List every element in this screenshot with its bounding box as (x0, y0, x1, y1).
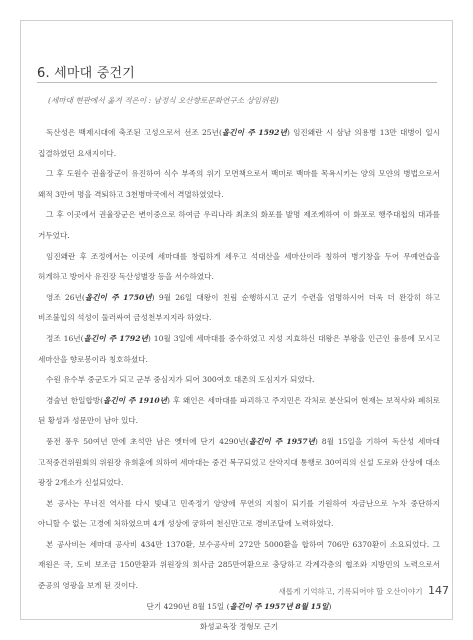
page-footer (278, 584, 449, 597)
body-text (38, 123, 440, 638)
date-line: 단기 4290년 8월 15일 (올긴이 주 1957년 8월 15일) (146, 601, 332, 611)
paragraph: 그 후 이곳에서 권율장군은 변이중으로 하여금 우리나라 최초의 화포를 발명 제조케하여 이 화포로 행주대첩의 대과를 거두었다. (38, 210, 440, 240)
page-number: 147 (428, 584, 449, 597)
paragraph: 그 후 도원수 권율장군이 유진하여 식수 부족의 위기 모면책으로서 백미로 백마를 목욕시키는 양의 모얀의 병법으로서 왜적 3만여 명을 격퇴하고 3천병마국에서 격멸하였었다. (38, 169, 440, 199)
running-title: 새롭게 기억하고, 기록되어야 할 오산이야기 (278, 587, 423, 596)
section-title: 6. 세마대 중건기 (37, 66, 136, 81)
paragraph: 풍전 풍우 50여년 만에 초석만 남은 옛터에 단기 4290년(올긴이 주 1957년) 8월 15일을 기하여 독산성 세마대 고적중건위원회의 위원장 유희훈에 의하여 세마대는 중건 복구되었고 산악지대 통행로 30여리의 신설 도로와 산상에 대소 광장 2개소가 신설되었다. (38, 436, 440, 488)
source-note: (세마대 현판에서 옮겨 적은이 : 남정식 오산향토문화연구소 상임위원) (48, 96, 279, 105)
paragraph: 경술년 한일합방(올긴이 주 1910년) 후 왜인은 세마대를 파괴하고 주지민은 각처로 분산되어 현재는 보적사와 폐허로 된 황성과 성문만이 남아 있다. (38, 395, 440, 426)
paragraph: 정조 16년(올긴이 주 1792년) 10월 3일에 세마대를 중수하였고 지성 지효하신 대왕은 부왕을 인근인 융릉에 모시고 세마산을 향로봉이라 칭호하셨다. (38, 333, 440, 364)
author-line: 화성교육장 정형모 근기 (199, 622, 279, 632)
paragraph: 본 공사비는 세마대 공사비 434만 1370환, 보수공사비 272만 5000환을 합하여 706만 6370환이 소요되었다. 그 재원은 국, 도비 보조금 150만환과 위원장의 희사금 285만여환으로 충당하고 각계각층의 협조와 지방민의 노력으로서 준공의 영광을 보게 된 것이다. (38, 539, 440, 591)
paragraph: 본 공사는 무너진 역사를 다시 빛내고 민족정기 앙양에 무연의 지침이 되기를 기원하여 자금난으로 누차 중단하지 아니할 수 없는 고경에 처하였으며 4개 성상에 궁하여 천신만고로 경비조달에 노력하였다. (38, 498, 440, 529)
paragraph: 임진왜란 후 조정에서는 이곳에 세마대를 창립하게 세우고 석대산을 세마산이라 칭하여 병기창을 두어 무예연습을 허게하고 방어사 유진장 독산성별장 등을 서수하였다. (38, 251, 440, 282)
paragraph: 독산성은 백제시대에 축조된 고성으로서 선조 25년(올긴이 주 1592년) 임진왜란 시 삼남 의용병 13만 대병이 일시 집결하였던 요새지이다. (38, 128, 440, 158)
paragraph: 수원 유수부 중군도가 되고 군부 중심지가 되어 300여호 대촌의 도심지가 되었다. (46, 375, 315, 385)
paragraph: 영조 26년(올긴이 주 1750년) 9월 26일 대왕이 친림 순행하시고 군기 수련을 엄명하시어 더욱 더 완강히 하고 비조불입의 석성이 둘러싸여 금성천부지지라 하였다. (38, 292, 440, 323)
title-rule (37, 82, 437, 83)
